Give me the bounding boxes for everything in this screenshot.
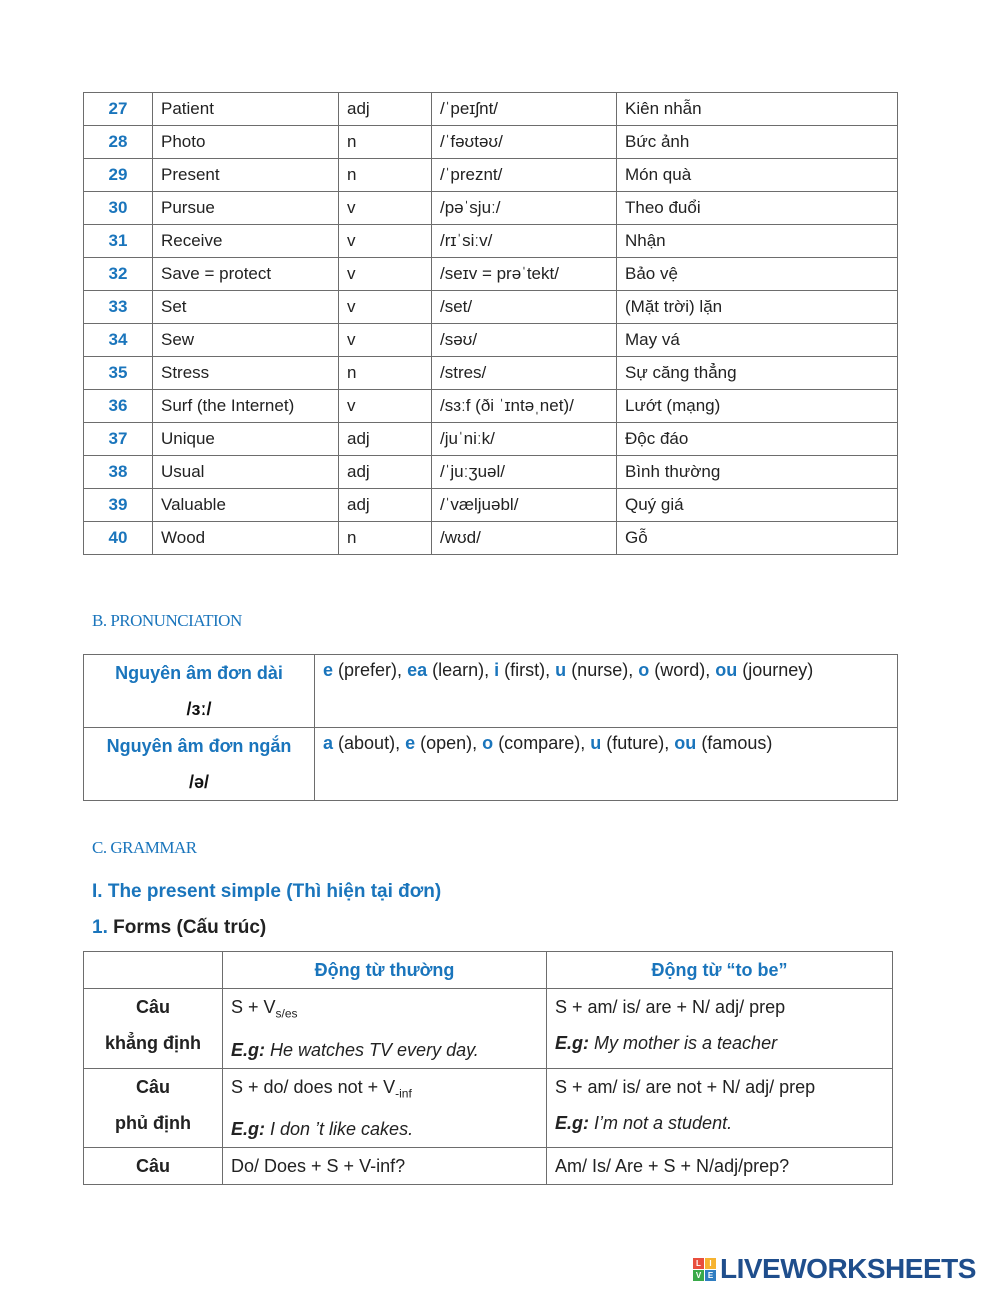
- example-letters: e: [323, 660, 334, 680]
- vocab-meaning: Bình thường: [617, 456, 898, 489]
- logo-badge-letter: E: [705, 1270, 716, 1281]
- vocab-ipa: /set/: [432, 291, 617, 324]
- example-word: (learn): [432, 660, 485, 680]
- pronunciation-examples: e (prefer), ea (learn), i (first), u (nurse), o (word), ou (journey): [315, 655, 898, 728]
- eg-text: I’m not a student.: [589, 1112, 733, 1133]
- vocab-meaning: Độc đáo: [617, 423, 898, 456]
- vocab-row: [84, 456, 898, 489]
- logo-badge-letter: L: [693, 1258, 704, 1269]
- vocab-row: [84, 390, 898, 423]
- vocab-ipa: /juˈniːk/: [432, 423, 617, 456]
- vocab-number: 39: [84, 489, 153, 522]
- eg-label: E.g:: [555, 1112, 589, 1133]
- vocab-number: 37: [84, 423, 153, 456]
- example-letters: ou: [715, 660, 738, 680]
- vocab-number: 30: [84, 192, 153, 225]
- forms-label: Forms (Cấu trúc): [113, 917, 267, 938]
- vocab-part-of-speech: n: [339, 126, 432, 159]
- vowel-symbol: /ɜː/: [186, 699, 212, 719]
- tobe-formula: S + am/ is/ are not + N/ adj/ prep: [555, 1076, 816, 1097]
- vocab-row: [84, 357, 898, 390]
- vocab-row: [84, 291, 898, 324]
- grammar-row-negative: [84, 1068, 893, 1148]
- vocab-part-of-speech: v: [339, 291, 432, 324]
- eg-text: He watches TV every day.: [265, 1039, 479, 1060]
- vocab-word: Surf (the Internet): [153, 390, 339, 423]
- vocab-meaning: Nhận: [617, 225, 898, 258]
- row-label: [84, 1068, 223, 1148]
- vocab-meaning: Kiên nhẫn: [617, 93, 898, 126]
- logo-badge-letter: I: [705, 1258, 716, 1269]
- vocab-part-of-speech: adj: [339, 93, 432, 126]
- vocab-meaning: Sự căng thẳng: [617, 357, 898, 390]
- example-letters: u: [590, 733, 602, 753]
- grammar-header-row: [84, 952, 893, 989]
- vocab-word: Stress: [153, 357, 339, 390]
- vocab-row: [84, 522, 898, 555]
- logo-badge-letter: V: [693, 1270, 704, 1281]
- eg-text: My mother is a teacher: [589, 1033, 778, 1053]
- vocab-part-of-speech: adj: [339, 489, 432, 522]
- grammar-row-affirmative: [84, 989, 893, 1069]
- vocab-number: 32: [84, 258, 153, 291]
- row-label-line1: Câu: [135, 1156, 170, 1177]
- vocab-ipa: /səʊ/: [432, 324, 617, 357]
- example-word: (first): [504, 660, 546, 680]
- vocab-ipa: /ˈpeɪʃnt/: [432, 93, 617, 126]
- tobe-example: [555, 1105, 884, 1141]
- row-label-line1: Câu: [135, 997, 170, 1017]
- forms-heading: [92, 917, 266, 939]
- formula-text: S + V: [231, 997, 276, 1017]
- tobe-example: [555, 1025, 884, 1061]
- pronunciation-label-cell: [84, 655, 315, 728]
- regular-verb-cell: [223, 1148, 547, 1185]
- regular-formula: Do/ Does + S + V-inf?: [231, 1156, 406, 1177]
- vocab-part-of-speech: adj: [339, 456, 432, 489]
- example-word: (journey): [742, 660, 814, 680]
- vocab-ipa: /stres/: [432, 357, 617, 390]
- vocab-number: 36: [84, 390, 153, 423]
- vocab-word: Photo: [153, 126, 339, 159]
- vocab-meaning: Theo đuổi: [617, 192, 898, 225]
- regular-verb-cell: [223, 989, 547, 1069]
- formula-subscript: s/es: [275, 1006, 298, 1021]
- vowel-label: Nguyên âm đơn dài: [115, 663, 283, 683]
- vocab-part-of-speech: v: [339, 225, 432, 258]
- vocab-word: Sew: [153, 324, 339, 357]
- vocab-part-of-speech: v: [339, 390, 432, 423]
- regular-example: [231, 1111, 538, 1147]
- example-letters: o: [482, 733, 494, 753]
- vocab-row: [84, 324, 898, 357]
- vocab-number: 35: [84, 357, 153, 390]
- example-word: (future): [606, 733, 665, 753]
- example-word: (about): [338, 733, 396, 753]
- vocab-row: [84, 423, 898, 456]
- vocab-word: Wood: [153, 522, 339, 555]
- example-word: (famous): [701, 733, 773, 753]
- to-be-cell: [547, 1148, 893, 1185]
- pronunciation-row-long: [84, 655, 898, 728]
- vocab-ipa: /ˈvæljuəbl/: [432, 489, 617, 522]
- vocab-ipa: /rɪˈsiːv/: [432, 225, 617, 258]
- example-letters: a: [323, 733, 334, 753]
- eg-label: E.g:: [231, 1039, 265, 1060]
- row-label: [84, 989, 223, 1069]
- to-be-cell: [547, 989, 893, 1069]
- example-letters: e: [405, 733, 416, 753]
- vocab-meaning: Lướt (mạng): [617, 390, 898, 423]
- vocab-word: Usual: [153, 456, 339, 489]
- vocabulary-table-body: [84, 93, 898, 555]
- example-word: (compare): [498, 733, 581, 753]
- vocab-word: Save = protect: [153, 258, 339, 291]
- tobe-formula: Am/ Is/ Are + S + N/adj/prep?: [555, 1156, 790, 1177]
- row-label: [84, 1148, 223, 1185]
- example-word: (nurse): [571, 660, 629, 680]
- vocab-row: [84, 489, 898, 522]
- liveworksheets-logo[interactable]: [693, 1253, 976, 1285]
- example-word: (prefer): [338, 660, 398, 680]
- vocab-word: Valuable: [153, 489, 339, 522]
- vocab-ipa: /wʊd/: [432, 522, 617, 555]
- vocab-word: Pursue: [153, 192, 339, 225]
- example-letters: o: [638, 660, 650, 680]
- vowel-label: Nguyên âm đơn ngắn: [106, 736, 292, 756]
- vocab-ipa: /seɪv = prəˈtekt/: [432, 258, 617, 291]
- vocab-ipa: /sɜːf (ði ˈɪntəˌnet)/: [432, 390, 617, 423]
- forms-number: 1.: [92, 917, 108, 938]
- example-letters: ea: [407, 660, 428, 680]
- regular-formula: [231, 989, 538, 1032]
- vocab-number: 28: [84, 126, 153, 159]
- vocab-number: 27: [84, 93, 153, 126]
- vocab-number: 31: [84, 225, 153, 258]
- vocab-word: Present: [153, 159, 339, 192]
- to-be-cell: [547, 1068, 893, 1148]
- vocab-meaning: Quý giá: [617, 489, 898, 522]
- vocab-meaning: Bảo vệ: [617, 258, 898, 291]
- vocab-ipa: /ˈfəʊtəʊ/: [432, 126, 617, 159]
- regular-formula: [231, 1069, 538, 1112]
- vocab-row: [84, 258, 898, 291]
- vocab-ipa: /pəˈsjuː/: [432, 192, 617, 225]
- vocab-part-of-speech: n: [339, 357, 432, 390]
- vocab-row: [84, 192, 898, 225]
- regular-example: [231, 1032, 538, 1068]
- vocab-meaning: (Mặt trời) lặn: [617, 291, 898, 324]
- vocab-meaning: May vá: [617, 324, 898, 357]
- col-to-be: Động từ “to be”: [547, 952, 893, 989]
- vocab-word: Patient: [153, 93, 339, 126]
- pronunciation-heading: B. PRONUNCIATION: [92, 611, 242, 630]
- vocab-row: [84, 159, 898, 192]
- vocab-word: Receive: [153, 225, 339, 258]
- vocab-part-of-speech: v: [339, 192, 432, 225]
- pronunciation-examples: a (about), e (open), o (compare), u (future), ou (famous): [315, 728, 898, 801]
- pronunciation-row-short: [84, 728, 898, 801]
- vocab-meaning: Gỗ: [617, 522, 898, 555]
- row-label-line1: Câu: [135, 1076, 170, 1097]
- pronunciation-table: [83, 654, 898, 801]
- vocab-meaning: Món quà: [617, 159, 898, 192]
- logo-badge-icon: [693, 1258, 716, 1281]
- vocab-row: [84, 93, 898, 126]
- vocab-part-of-speech: n: [339, 522, 432, 555]
- vowel-symbol: /ə/: [188, 772, 209, 792]
- vocab-number: 29: [84, 159, 153, 192]
- tobe-formula: S + am/ is/ are + N/ adj/ prep: [555, 997, 786, 1017]
- grammar-heading: C. GRAMMAR: [92, 838, 197, 857]
- example-letters: ou: [674, 733, 697, 753]
- vocab-ipa: /ˈpreznt/: [432, 159, 617, 192]
- vocab-word: Set: [153, 291, 339, 324]
- col-regular-verb: Động từ thường: [223, 952, 547, 989]
- vocab-part-of-speech: v: [339, 258, 432, 291]
- vocab-meaning: Bức ảnh: [617, 126, 898, 159]
- vocab-number: 34: [84, 324, 153, 357]
- vocab-ipa: /ˈjuːʒuəl/: [432, 456, 617, 489]
- vocab-row: [84, 126, 898, 159]
- formula-text: S + do/ does not + V: [231, 1076, 396, 1097]
- pronunciation-label-cell: [84, 728, 315, 801]
- formula-subscript: -inf: [395, 1086, 412, 1101]
- vocab-word: Unique: [153, 423, 339, 456]
- eg-text: I don ’t like cakes.: [265, 1119, 414, 1140]
- example-word: (word): [654, 660, 706, 680]
- vocab-part-of-speech: v: [339, 324, 432, 357]
- logo-wordmark: LIVEWORKSHEETS: [720, 1253, 976, 1284]
- grammar-corner-cell: [84, 952, 223, 989]
- vocab-number: 33: [84, 291, 153, 324]
- vocab-part-of-speech: adj: [339, 423, 432, 456]
- grammar-row-question: [84, 1148, 893, 1185]
- vocab-number: 38: [84, 456, 153, 489]
- present-simple-heading: I. The present simple (Thì hiện tại đơn): [92, 881, 442, 902]
- vocab-number: 40: [84, 522, 153, 555]
- row-label-line2: phủ định: [115, 1112, 191, 1133]
- grammar-forms-table: [83, 951, 893, 1185]
- vocabulary-table: [83, 92, 898, 555]
- example-letters: i: [494, 660, 500, 680]
- regular-verb-cell: [223, 1068, 547, 1148]
- eg-label: E.g:: [555, 1033, 589, 1053]
- eg-label: E.g:: [231, 1119, 265, 1140]
- row-label-line2: khẳng định: [105, 1033, 201, 1053]
- example-letters: u: [555, 660, 567, 680]
- vocab-row: [84, 225, 898, 258]
- example-word: (open): [420, 733, 473, 753]
- vocab-part-of-speech: n: [339, 159, 432, 192]
